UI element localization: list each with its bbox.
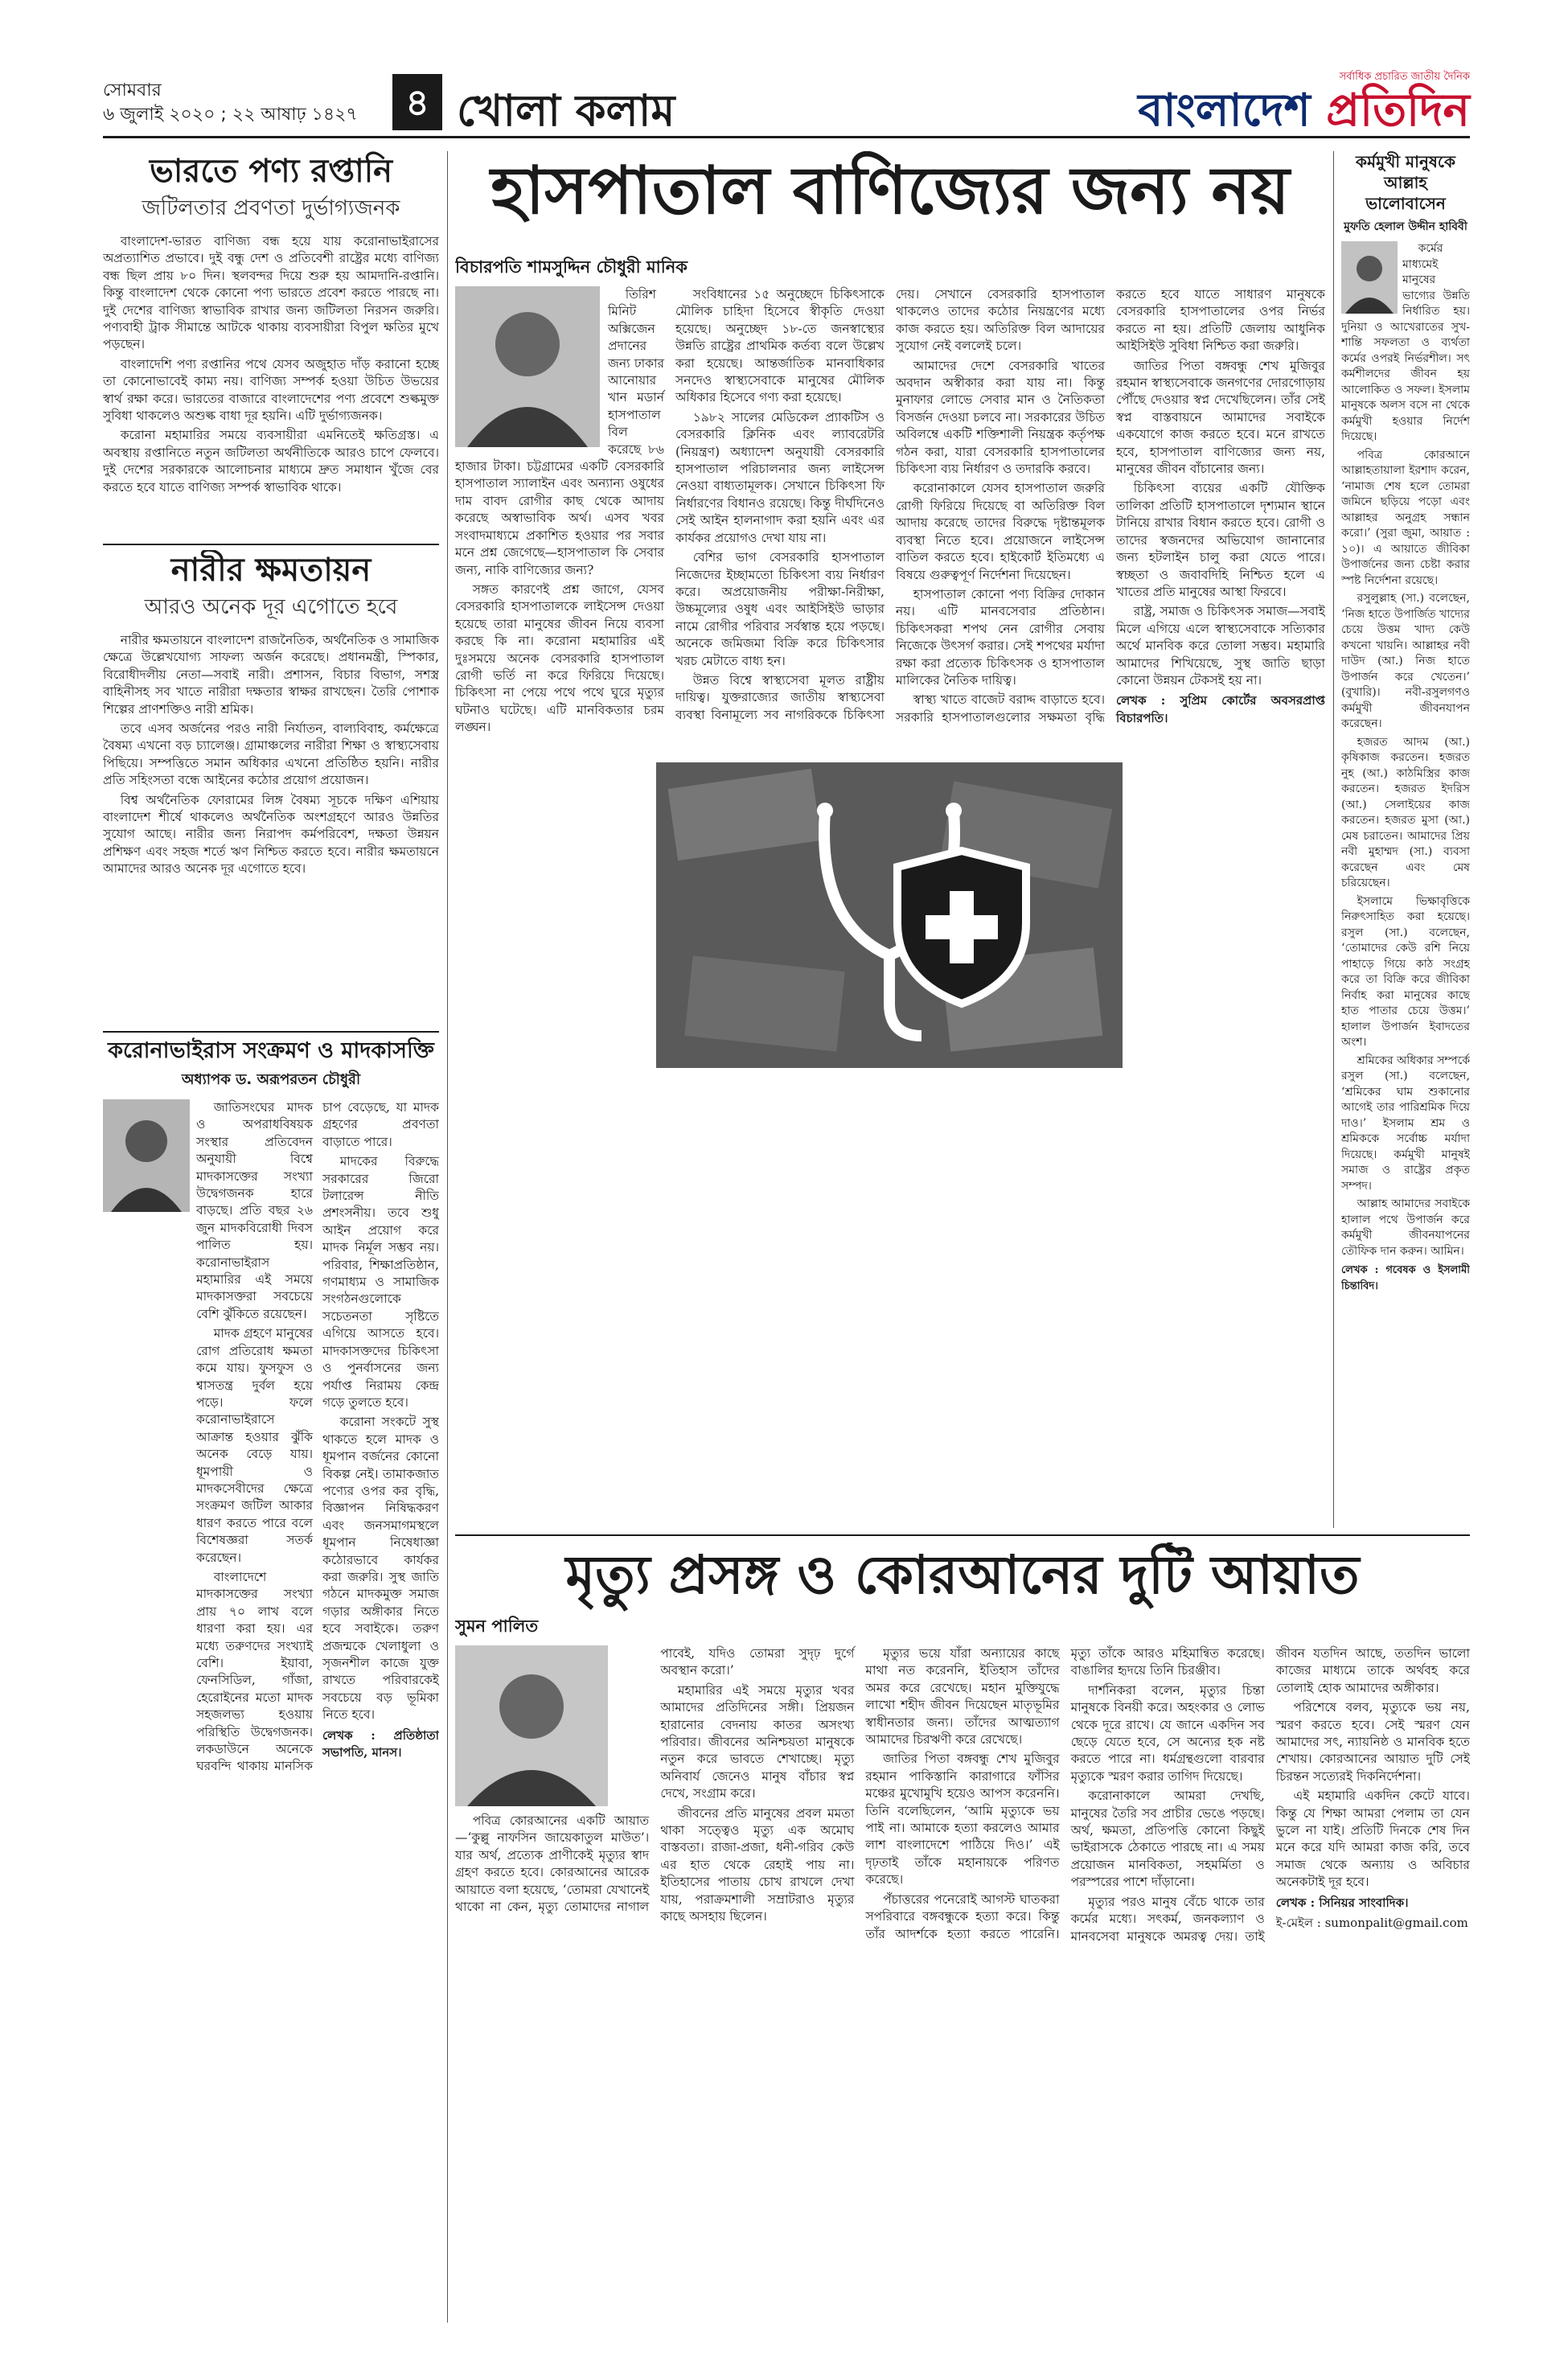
paragraph: জীবনের প্রতি মানুষের প্রবল মমতা থাকা সত্ত্বেও মৃত্যু এক অমোঘ বাস্তবতা। রাজা-প্রজা, ধনী-গরিব কেউ এর হাত থেকে রেহাই পায় না। ইতিহাসের পাতায় চোখ রাখলে দেখা যায়, পরাক্রমশালী সম্রাটরাও মৃত্যুর কাছে অসহায় ছিলেন। (660, 1805, 855, 1924)
paragraph: পরিশেষে বলব, মৃত্যুকে ভয় নয়, স্মরণ করতে হবে। সেই স্মরণ যেন আমাদের সৎ, ন্যায়নিষ্ঠ ও মানবিক হতে শেখায়। কোরআনের আয়াত দুটি সেই চিরন্তন সত্যেরই দিকনির্দেশনা। (1275, 1700, 1470, 1784)
paragraph: দার্শনিকরা বলেন, মৃত্যুর চিন্তা মানুষকে বিনয়ী করে। অহংকার ও লোভ থেকে দূরে রাখে। যে জানে একদিন সব ছেড়ে যেতে হবে, সে অন্যের হক নষ্ট করতে পারে না। ধর্মগ্রন্থগুলো বারবার মৃত্যুকে স্মরণ করার তাগিদ দিয়েছে। (1070, 1682, 1265, 1784)
paragraph: বাংলাদেশি পণ্য রপ্তানির পথে যেসব অজুহাত দাঁড় করানো হচ্ছে তা কোনোভাবেই কাম্য নয়। বাণিজ্য সম্পর্ক হওয়া উচিত উভয়ের স্বার্থ রক্ষা করে। ভারতের বাজারে বাংলাদেশের পণ্য প্রবেশে শুল্কমুক্ত সুবিধা থাকলেও অশুল্ক বাধা দূর হয়নি। এটি দুর্ভাগ্যজনক। (103, 356, 439, 424)
paragraph: উন্নত বিশ্বে স্বাস্থ্যসেবা মূলত রাষ্ট্রীয় দায়িত্ব। যুক্তরাজ্যের জাতীয় স্বাস্থ্যসেবা ব্যবস্থা বিনামূল্যে সব নাগরিককে চিকিৎসা দেয়। সেখানে বেসরকারি হাসপাতাল থাকলেও তাদের কঠোর নিয়ন্ত্রণের মধ্যে কাজ করতে হয়। অতিরিক্ত বিল আদায়ের সুযোগ নেই বললেই চলে। (675, 287, 1105, 722)
paragraph: শ্রমিকের অধিকার সম্পর্কে রসুল (সা.) বলেছেন, ‘শ্রমিকের ঘাম শুকানোর আগেই তার পারিশ্রমিক দিয়ে দাও।’ ইসলাম শ্রম ও শ্রমিককে সর্বোচ্চ মর্যাদা দিয়েছে। কর্মমুখী মানুষই সমাজ ও রাষ্ট্রের প্রকৃত সম্পদ। (1341, 1054, 1470, 1193)
article-corona-drugs-author: অধ্যাপক ড. অরূপরতন চৌধুরী (181, 1071, 361, 1088)
section-title: খোলা কলাম (457, 85, 675, 136)
paragraph: বাংলাদেশ-ভারত বাণিজ্য বন্ধ হয়ে যায় করোনাভাইরাসের অপ্রত্যাশিত প্রভাবে। দুই বন্ধু দেশ ও প্রতিবেশী রাষ্ট্রের মধ্যে বাণিজ্য বন্ধ ছিল প্রায় ৮০ দিন। স্থলবন্দর দিয়ে শুরু হয় আমদানি-রপ্তানি। কিন্তু বাংলাদেশ থেকে কোনো পণ্য ভারতে প্রবেশ করতে পারছে না। দুই দেশের বাণিজ্য স্বাভাবিক রাখার জন্য জটিলতা নিরসন জরুরি। পণ্যবাহী ট্রাক সীমান্তে আটকে থাকায় ব্যবসায়ীরা বিপুল ক্ষতির মুখে পড়ছেন। (103, 234, 439, 352)
writer-note: লেখক : সিনিয়র সাংবাদিক। (1275, 1895, 1409, 1910)
divider (455, 1534, 1470, 1536)
divider (103, 1031, 439, 1033)
paragraph: রাষ্ট্র, সমাজ ও চিকিৎসক সমাজ—সবাই মিলে এগিয়ে এলে স্বাস্থ্যসেবাকে সত্যিকার অর্থে মানবিক করে তোলা সম্ভব। মহামারি আমাদের শিখিয়েছে, সুস্থ জাতি ছাড়া কোনো উন্নয়ন টেকসই হয় না। (1116, 604, 1325, 688)
page-number: ৪ (392, 74, 442, 130)
article-corona-drugs-body (196, 1099, 439, 1776)
article-hospital-author: বিচারপতি শামসুদ্দিন চৌধুরী মানিক (455, 257, 688, 277)
paragraph: তবে এসব অর্জনের পরও নারী নির্যাতন, বাল্যবিবাহ, কর্মক্ষেত্রে বৈষম্য এখনো বড় চ্যালেঞ্জ। গ্রামাঞ্চলের নারীরা শিক্ষা ও স্বাস্থ্যসেবায় পিছিয়ে। সম্পত্তিতে সমান অধিকার এখনো প্রতিষ্ঠিত হয়নি। নারীর প্রতি সহিংসতা বন্ধে আইনের কঠোর প্রয়োগ প্রয়োজন। (103, 721, 439, 788)
paragraph: করোনাকালে যেসব হাসপাতাল জরুরি রোগী ফিরিয়ে দিয়েছে বা অতিরিক্ত বিল আদায় করেছে তাদের বিরুদ্ধে দৃষ্টান্তমূলক ব্যবস্থা নিতে হবে। প্রয়োজনে লাইসেন্স বাতিল করতে হবে। হাইকোর্ট ইতিমধ্যে এ বিষয়ে গুরুত্বপূর্ণ নির্দেশনা দিয়েছেন। (896, 481, 1105, 582)
paragraph: চিকিৎসা ব্যয়ের একটি যৌক্তিক তালিকা প্রতিটি হাসপাতালে দৃশ্যমান স্থানে টানিয়ে রাখার বিধান করতে হবে। রোগী ও তাদের স্বজনদের অভিযোগ জানানোর জন্য হটলাইন চালু করা যেতে পারে। স্বচ্ছতা ও জবাবদিহি নিশ্চিত হলে এ খাতের প্রতি মানুষের আস্থা ফিরবে। (1116, 481, 1325, 599)
paragraph: আল্লাহ আমাদের সবাইকে হালাল পথে উপার্জন করে কর্মমুখী জীবনযাপনের তৌফিক দান করুন। আমিন। (1341, 1197, 1470, 1258)
logo-part-1: বাংলাদেশ (1138, 84, 1327, 137)
masthead-day: সোমবার (103, 80, 162, 101)
article-allah-title-2: আল্লাহ ভালোবাসেন (1365, 173, 1446, 213)
editorial-export-subtitle: জটিলতার প্রবণতা দুর্ভাগ্যজনক (142, 196, 400, 220)
writer-note: লেখক : প্রতিষ্ঠাতা সভাপতি, মানস। (322, 1727, 439, 1760)
article-corona-drugs (103, 1037, 439, 2324)
paragraph: হাসপাতাল কোনো পণ্য বিক্রির দোকান নয়। এটি মানবসেবার প্রতিষ্ঠান। চিকিৎসকরা শপথ নেন রোগীর সেবায় নিজেকে উৎসর্গ করার। সেই শপথের মর্যাদা রক্ষা করা প্রত্যেক চিকিৎসক ও হাসপাতাল মালিকের নৈতিক দায়িত্ব। (896, 586, 1105, 688)
paragraph: সঙ্গত কারণেই প্রশ্ন জাগে, যেসব বেসরকারি হাসপাতালকে লাইসেন্স দেওয়া হয়েছে তারা মানুষের জীবন নিয়ে ব্যবসা করছে কি না। করোনা মহামারির এই দুঃসময়ে অনেক বেসরকারি হাসপাতাল রোগী ভর্তি না করে ফিরিয়ে দিয়েছে। চিকিৎসা না পেয়ে পথে পথে ঘুরে মৃত্যুর ঘটনাও ঘটেছে। এটি মানবিকতার চরম লঙ্ঘন। (455, 581, 664, 735)
article-allah-title-1: কর্মমুখী মানুষকে (1356, 152, 1455, 171)
editorial-women-subtitle: আরও অনেক দূর এগোতে হবে (144, 595, 398, 619)
paragraph: তিরিশ মিনিট অক্সিজেন প্রদানের জন্য ঢাকার আনোয়ার খান মডার্ন হাসপাতাল বিল করেছে ৮৬ হাজার টাকা। চট্টগ্রামের একটি বেসরকারি হাসপাতাল স্যালাইন এবং অন্যান্য ওষুধের দাম বাবদ রোগীর কাছ থেকে আদায় করেছে অস্বাভাবিক অর্থ। এসব খবর সংবাদমাধ্যমে প্রকাশিত হওয়ার পর সবার মনে প্রশ্ন জেগেছে—হাসপাতাল কি সেবার জন্য, নাকি বাণিজ্যের জন্য? (455, 287, 664, 577)
logo-tagline: সর্বাধিক প্রচারিত জাতীয় দৈনিক (1339, 71, 1470, 83)
writer-note: লেখক : সুপ্রিম কোর্টের অবসরপ্রাপ্ত বিচারপতি। (1116, 693, 1325, 725)
article-death-author: সুমন পালিত (455, 1616, 539, 1636)
article-death-title: মৃত্যু প্রসঙ্গ ও কোরআনের দুটি আয়াত (565, 1544, 1360, 1606)
paragraph: করোনাকালে আমরা দেখছি, মানুষের তৈরি সব প্রাচীর ভেঙে পড়ছে। অর্থ, ক্ষমতা, প্রতিপত্তি কোনো কিছুই ভাইরাসকে ঠেকাতে পারছে না। এ সময় প্রয়োজন মানবিকতা, সহমর্মিতা ও পরস্পরের পাশে দাঁড়ানো। (1070, 1789, 1265, 1890)
article-death-body (455, 1645, 1470, 2321)
article-allah-author: মুফতি হেলাল উদ্দীন হাবিবী (1344, 220, 1467, 233)
writer-email: ই-মেইল : sumonpalit@gmail.com (1275, 1916, 1468, 1931)
photo-spacer (455, 1645, 616, 1813)
paragraph: জাতিসংঘের মাদক ও অপরাধবিষয়ক সংস্থার প্রতিবেদন অনুযায়ী বিশ্বে মাদকাসক্তের সংখ্যা উদ্বেগজনক হারে বাড়ছে। প্রতি বছর ২৬ জুন মাদকবিরোধী দিবস পালিত হয়। করোনাভাইরাস মহামারির এই সময়ে মাদকাসক্তরা সবচেয়ে বেশি ঝুঁকিতে রয়েছেন। (196, 1100, 313, 1321)
paragraph: পবিত্র কোরআনে আল্লাহতায়ালা ইরশাদ করেন, ‘নামাজ শেষ হলে তোমরা জমিনে ছড়িয়ে পড়ো এবং আল্লাহর অনুগ্রহ সন্ধান করো।’ (সুরা জুমা, আয়াত : ১০)। এ আয়াতে জীবিকা উপার্জনের জন্য চেষ্টা করার স্পষ্ট নির্দেশনা রয়েছে। (1341, 448, 1470, 587)
paragraph: বিশ্ব অর্থনৈতিক ফোরামের লিঙ্গ বৈষম্য সূচকে দক্ষিণ এশিয়ায় বাংলাদেশ শীর্ষে থাকলেও অর্থনৈতিক অংশগ্রহণে আরও উন্নতির সুযোগ আছে। নারীর জন্য নিরাপদ কর্মপরিবেশ, দক্ষতা উন্নয়ন প্রশিক্ষণ এবং সহজ শর্তে ঋণ নিশ্চিত করতে হবে। নারীর ক্ষমতায়নে আমাদের আরও অনেক দূর এগোতে হবে। (103, 792, 439, 877)
paragraph: করোনা সংকটে সুস্থ থাকতে হলে মাদক ও ধূমপান বর্জনের কোনো বিকল্প নেই। তামাকজাত পণ্যের ওপর কর বৃদ্ধি, বিজ্ঞাপন নিষিদ্ধকরণ এবং জনসমাগমস্থলে ধূমপান নিষেধাজ্ঞা কঠোরভাবে কার্যকর করা জরুরি। সুস্থ জাতি গঠনে মাদকমুক্ত সমাজ গড়ার অঙ্গীকার নিতে হবে সবাইকে। তরুণ প্রজন্মকে খেলাধুলা ও সৃজনশীল কাজে যুক্ত রাখতে পরিবারকেই সবচেয়ে বড় ভূমিকা নিতে হবে। (322, 1415, 439, 1723)
article-hospital-body (455, 286, 1325, 1517)
article-allah (1341, 151, 1470, 1528)
newspaper-logo (1138, 69, 1470, 136)
paragraph: স্বাস্থ্য খাতে বাজেট বরাদ্দ বাড়াতে হবে। সরকারি হাসপাতালগুলোর সক্ষমতা বৃদ্ধি করতে হবে যাতে সাধারণ মানুষকে বেসরকারি হাসপাতালের ওপর নির্ভর করতে না হয়। প্রতিটি জেলায় আধুনিক আইসিইউ সুবিধা নিশ্চিত করা জরুরি। (896, 287, 1325, 725)
editorial-export-body (103, 233, 439, 496)
author-photo (1341, 241, 1398, 314)
paragraph: নারীর ক্ষমতায়নে বাংলাদেশ রাজনৈতিক, অর্থনৈতিক ও সামাজিক ক্ষেত্রে উল্লেখযোগ্য সাফল্য অর্জন করেছে। প্রধানমন্ত্রী, স্পিকার, বিরোধীদলীয় নেতা—সবাই নারী। প্রশাসন, বিচার বিভাগ, সশস্ত্র বাহিনীসহ সব খাতে নারীরা দক্ষতার স্বাক্ষর রাখছেন। তৈরি পোশাক শিল্পের প্রাণশক্তিও নারী শ্রমিক। (103, 633, 439, 717)
column-rule (1333, 151, 1334, 1528)
paragraph: করোনা মহামারির সময়ে ব্যবসায়ীরা এমনিতেই ক্ষতিগ্রস্ত। এ অবস্থায় রপ্তানিতে নতুন জটিলতা অর্থনীতিকে আরও চাপে ফেলবে। দুই দেশের সরকারকে আলোচনার মাধ্যমে দ্রুত সমাধান খুঁজে বের করতে হবে যাতে বাণিজ্য সম্পর্ক স্বাভাবিক থাকে। (103, 428, 439, 495)
column-rule (447, 151, 448, 2323)
paragraph: মাদকের বিরুদ্ধে সরকারের জিরো টলারেন্স নীতি প্রশংসনীয়। তবে শুধু আইন প্রয়োগ করে মাদক নির্মূল সম্ভব নয়। পরিবার, শিক্ষাপ্রতিষ্ঠান, গণমাধ্যম ও সামাজিক সংগঠনগুলোকে সচেতনতা সৃষ্টিতে এগিয়ে আসতে হবে। মাদকাসক্তদের চিকিৎসা ও পুনর্বাসনের জন্য পর্যাপ্ত নিরাময় কেন্দ্র গড়ে তুলতে হবে। (322, 1154, 439, 1410)
paragraph: আমাদের দেশে বেসরকারি খাতের অবদান অস্বীকার করা যায় না। কিন্তু মুনাফার লোভে সেবার মান ও নৈতিকতা বিসর্জন দেওয়া চলবে না। সরকারের উচিত অবিলম্বে একটি শক্তিশালী নিয়ন্ত্রক কর্তৃপক্ষ গঠন করা, যারা বেসরকারি হাসপাতালের চিকিৎসা ব্যয় নির্ধারণ ও তদারকি করবে। (896, 358, 1105, 477)
editorial-women-title: নারীর ক্ষমতায়ন (170, 552, 371, 589)
divider (103, 544, 439, 545)
paragraph: পঁচাত্তরের পনেরোই আগস্ট ঘাতকরা সপরিবারে বঙ্গবন্ধুকে হত্যা করে। কিন্তু তাঁর আদর্শকে হত্যা করতে পারেনি। মৃত্যু তাঁকে আরও মহিমান্বিত করেছে। বাঙালির হৃদয়ে তিনি চিরঞ্জীব। (865, 1646, 1265, 1941)
author-photo (103, 1099, 190, 1212)
photo-spacer (455, 286, 608, 454)
paragraph: বাংলাদেশে মাদকাসক্তের সংখ্যা প্রায় ৭০ লাখ বলে ধারণা করা হয়। এর মধ্যে তরুণদের সংখ্যাই বেশি। ইয়াবা, ফেনসিডিল, গাঁজা, হেরোইনের মতো মাদক সহজলভ্য হওয়ায় পরিস্থিতি উদ্বেগজনক। লকডাউনে অনেকে ঘরবন্দি থাকায় মানসিক চাপ বেড়েছে, যা মাদক গ্রহণের প্রবণতা বাড়াতে পারে। (196, 1100, 439, 1774)
paragraph: মৃত্যুর ভয়ে যাঁরা অন্যায়ের কাছে মাথা নত করেননি, ইতিহাস তাঁদের অমর করে রেখেছে। মহান মুক্তিযুদ্ধে লাখো শহীদ জীবন দিয়েছেন মাতৃভূমির স্বাধীনতার জন্য। তাঁদের আত্মত্যাগ আমাদের চিরঋণী করে রেখেছে। (865, 1646, 1060, 1748)
paragraph: মৃত্যুর পরও মানুষ বেঁচে থাকে তার কর্মের মধ্যে। সৎকর্ম, জনকল্যাণ ও মানবসেবা মানুষকে অমরত্ব দেয়। তাই জীবন যতদিন আছে, ততদিন ভালো কাজের মাধ্যমে তাকে অর্থবহ করে তোলাই হোক আমাদের অঙ্গীকার। (1070, 1646, 1470, 1944)
paragraph: পবিত্র কোরআনের একটি আয়াত—‘কুল্লু নাফসিন জায়েকাতুল মাউত’। যার অর্থ, প্রত্যেক প্রাণীকেই মৃত্যুর স্বাদ গ্রহণ করতে হবে। কোরআনের আরেক আয়াতে বলা হয়েছে, ‘তোমরা যেখানেই থাকো না কেন, মৃত্যু তোমাদের নাগাল পাবেই, যদিও তোমরা সুদৃঢ় দুর্গে অবস্থান করো।’ (455, 1646, 855, 1915)
paragraph: জাতির পিতা বঙ্গবন্ধু শেখ মুজিবুর রহমান স্বাস্থ্যসেবাকে জনগণের দোরগোড়ায় পৌঁছে দেওয়ার স্বপ্ন দেখেছিলেন। তাঁর সেই স্বপ্ন বাস্তবায়নে আমাদের সবাইকে একযোগে কাজ করতে হবে। মনে রাখতে হবে, হাসপাতাল বাণিজ্যের জন্য নয়, মানুষের জীবন বাঁচানোর জন্য। (1116, 358, 1325, 477)
paragraph: কর্মের মাধ্যমেই মানুষের ভাগ্যের উন্নতি নির্ধারিত হয়। দুনিয়া ও আখেরাতের সুখ-শান্তি সফলতা ও ব্যর্থতা কর্মের ওপরই নির্ভরশীল। সৎ কর্মশীলদের জীবন হয় আলোকিত ও সফল। ইসলাম মানুষকে অলস বসে না থেকে কর্মমুখী হওয়ার নির্দেশ দিয়েছে। (1341, 242, 1470, 443)
masthead (103, 71, 1470, 138)
paragraph: এই মহামারি একদিন কেটে যাবে। কিন্তু যে শিক্ষা আমরা পেলাম তা যেন ভুলে না যাই। প্রতিটি দিনকে শেষ দিন মনে করে যদি আমরা কাজ করি, তবে সমাজ থেকে অন্যায় ও অবিচার অনেকটাই দূর হবে। (1275, 1789, 1470, 1890)
editorial-export-title: ভারতে পণ্য রপ্তানি (149, 153, 393, 190)
paragraph: মহামারির এই সময়ে মৃত্যুর খবর আমাদের প্রতিদিনের সঙ্গী। প্রিয়জন হারানোর বেদনায় কাতর অসংখ্য পরিবার। জীবনের অনিশ্চয়তা মানুষকে নতুন করে ভাবতে শেখাচ্ছে। মৃত্যু অনিবার্য জেনেও মানুষ বাঁচার স্বপ্ন দেখে, সংগ্রাম করে। (660, 1682, 855, 1801)
article-hospital-title: হাসপাতাল বাণিজ্যের জন্য নয় (491, 153, 1290, 229)
paragraph: ১৯৮২ সালের মেডিকেল প্র্যাকটিস ও বেসরকারি ক্লিনিক এবং ল্যাবরেটরি (নিয়ন্ত্রণ) অধ্যাদেশ অনুযায়ী বেসরকারি হাসপাতাল পরিচালনার জন্য লাইসেন্স নেওয়া বাধ্যতামূলক। সেখানে চিকিৎসা ফি নির্ধারণের বিধানও রয়েছে। কিন্তু দীর্ঘদিনেও সেই আইন হালনাগাদ করা হয়নি এবং এর কার্যকর প্রয়োগও দেখা যায় না। (675, 409, 885, 545)
writer-note: লেখক : গবেষক ও ইসলামী চিন্তাবিদ। (1341, 1264, 1470, 1292)
article-allah-body (1341, 241, 1470, 1294)
paragraph: ইসলামে ভিক্ষাবৃত্তিকে নিরুৎসাহিত করা হয়েছে। রসুল (সা.) বলেছেন, ‘তোমাদের কেউ রশি নিয়ে পাহাড়ে গিয়ে কাঠ সংগ্রহ করে তা বিক্রি করে জীবিকা নির্বাহ করা মানুষের কাছে হাত পাতার চেয়ে উত্তম।’ হালাল উপার্জন ইবাদতের অংশ। (1341, 894, 1470, 1049)
paragraph: মাদক গ্রহণে মানুষের রোগ প্রতিরোধ ক্ষমতা কমে যায়। ফুসফুস ও শ্বাসতন্ত্র দুর্বল হয়ে পড়ে। ফলে করোনাভাইরাসে আক্রান্ত হওয়ার ঝুঁকি অনেক বেড়ে যায়। ধূমপায়ী ও মাদকসেবীদের ক্ষেত্রে সংক্রমণ জটিল আকার ধারণ করতে পারে বলে বিশেষজ্ঞরা সতর্ক করেছেন। (196, 1326, 313, 1565)
masthead-date: ৬ জুলাই ২০২০ ; ২২ আষাঢ় ১৪২৭ (103, 105, 358, 125)
paragraph: হজরত আদম (আ.) কৃষিকাজ করতেন। হজরত নুহ (আ.) কাঠমিস্ত্রির কাজ করতেন। হজরত ইদরিস (আ.) সেলাইয়ের কাজ করতেন। হজরত মুসা (আ.) মেষ চরাতেন। আমাদের প্রিয় নবী মুহাম্মদ (সা.) ব্যবসা করেছেন এবং মেষ চরিয়েছেন। (1341, 735, 1470, 889)
paragraph: সংবিধানের ১৫ অনুচ্ছেদে চিকিৎসাকে মৌলিক চাহিদা হিসেবে স্বীকৃতি দেওয়া হয়েছে। অনুচ্ছেদ ১৮-তে জনস্বাস্থ্যের উন্নতি রাষ্ট্রের প্রাথমিক কর্তব্য বলে উল্লেখ করা হয়েছে। আন্তর্জাতিক মানবাধিকার সনদেও স্বাস্থ্যসেবাকে মানুষের মৌলিক অধিকার হিসেবে গণ্য করা হয়েছে। (675, 287, 885, 405)
editorial-export (103, 151, 439, 537)
logo-part-2: প্রতিদিন (1326, 84, 1470, 137)
paragraph: রসুলুল্লাহ (সা.) বলেছেন, ‘নিজ হাতে উপার্জিত খাদ্যের চেয়ে উত্তম খাদ্য কেউ কখনো খায়নি। আল্লাহর নবী দাউদ (আ.) নিজ হাতে উপার্জন করে খেতেন।’ (বুখারি)। নবী-রসুলগণও কর্মমুখী জীবনযাপন করেছেন। (1341, 592, 1470, 730)
paragraph: বেশির ভাগ বেসরকারি হাসপাতাল নিজেদের ইচ্ছামতো চিকিৎসা ব্যয় নির্ধারণ করে। অপ্রয়োজনীয় পরীক্ষা-নিরীক্ষা, উচ্চমূল্যের ওষুধ এবং আইসিইউ ভাড়ার নামে রোগীর পরিবার সর্বস্বান্ত হয়ে পড়ছে। অনেকে জমিজমা বিক্রি করে চিকিৎসার খরচ মেটাতে বাধ্য হন। (675, 550, 885, 668)
article-death (455, 1542, 1470, 2324)
logo-name (1138, 86, 1470, 136)
masthead-date-block (103, 79, 358, 127)
article-hospital (455, 151, 1325, 1528)
editorial-women-body (103, 632, 439, 878)
editorial-women (103, 550, 439, 1025)
article-corona-drugs-title: করোনাভাইরাস সংক্রমণ ও মাদকাসক্তি (108, 1038, 434, 1063)
paragraph: জাতির পিতা বঙ্গবন্ধু শেখ মুজিবুর রহমান পাকিস্তানি কারাগারে ফাঁসির মঞ্চের মুখোমুখি হয়েও আপস করেননি। তিনি বলেছিলেন, ‘আমি মৃত্যুকে ভয় পাই না। আমাকে হত্যা করলেও আমার লাশ বাংলাদেশে পাঠিয়ে দিও।’ এই দৃঢ়তাই তাঁকে মহানায়কে পরিণত করেছে। (865, 1752, 1060, 1887)
